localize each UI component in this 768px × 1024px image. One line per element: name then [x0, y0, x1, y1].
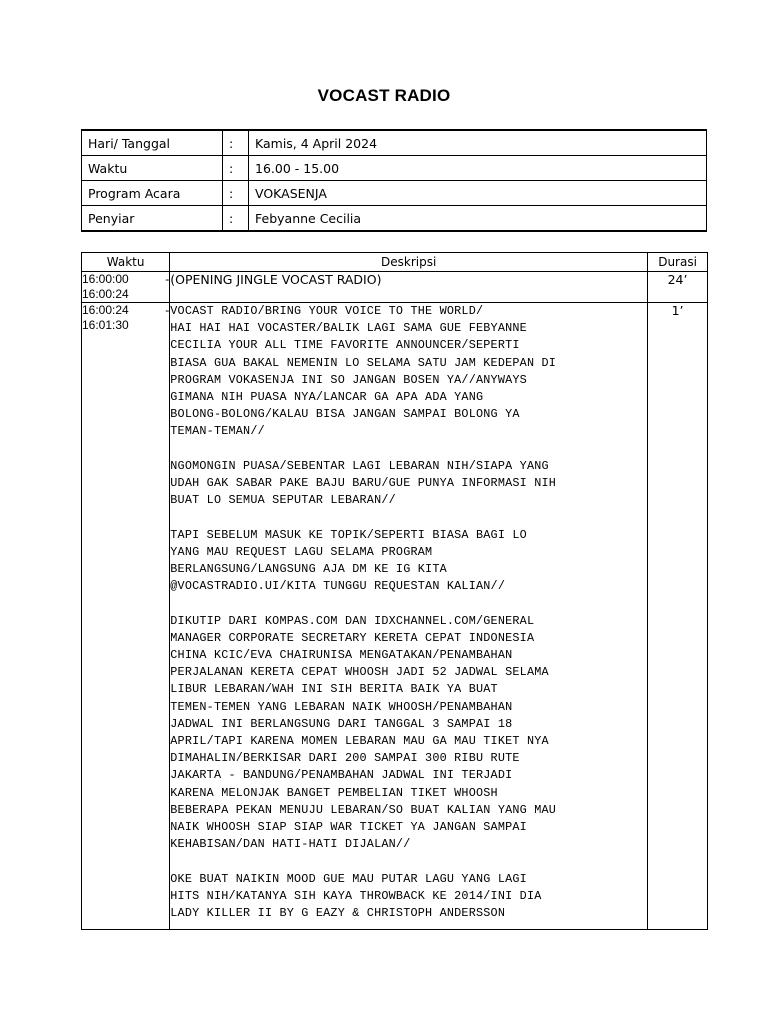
description-cell: (OPENING JINGLE VOCAST RADIO): [170, 272, 648, 303]
time-end: 16:01:30: [82, 318, 129, 332]
info-colon: :: [223, 130, 249, 156]
script-cell: [170, 303, 648, 930]
script-paragraph: NGOMONGIN PUASA/SEBENTAR LAGI LEBARAN NIH/SIAPA YANG UDAH GAK SABAR PAKE BAJU BARU/GUE PUNYA INFORMASI NIH BUAT LO SEMUA SEPUTAR LEBARAN//: [170, 458, 557, 508]
page-title: VOCAST RADIO: [317, 86, 451, 105]
info-label: Penyiar: [82, 206, 223, 232]
info-label: Hari/ Tanggal: [82, 130, 223, 156]
info-row-time: [82, 156, 707, 181]
time-start: 16:00:00: [82, 272, 129, 286]
time-cell: [82, 303, 170, 930]
info-colon: :: [223, 206, 249, 232]
info-table: [81, 129, 707, 232]
info-value-program: VOKASENJA: [249, 181, 707, 206]
info-colon: :: [223, 156, 249, 181]
info-row-program: [82, 181, 707, 206]
time-dash: -: [165, 303, 170, 317]
info-value-date: Kamis, 4 April 2024: [249, 130, 707, 156]
info-row-announcer: [82, 206, 707, 232]
schedule-header-row: [82, 253, 708, 272]
time-cell: [82, 272, 170, 303]
info-row-date: [82, 130, 707, 156]
time-dash: -: [165, 272, 170, 286]
script-paragraph: TAPI SEBELUM MASUK KE TOPIK/SEPERTI BIASA BAGI LO YANG MAU REQUEST LAGU SELAMA PROGRAM BERLANGSUNG/LANGSUNG AJA DM KE IG KITA @VOCASTRADIO.UI/KITA TUNGGU REQUESTAN KALIAN//: [170, 527, 527, 594]
duration-cell: 24’: [648, 272, 708, 303]
script-paragraph: DIKUTIP DARI KOMPAS.COM DAN IDXCHANNEL.COM/GENERAL MANAGER CORPORATE SECRETARY KERETA CEPAT INDONESIA CHINA KCIC/EVA CHAIRUNISA MENGATAKAN/PENAMBAHAN PERJALANAN KERETA CEPAT WHOOSH JADI 52 JADWAL SELAMA LIBUR LEBARAN/WAH INI SIH BERITA BAIK YA BUAT TEMEN-TEMEN YANG LEBARAN NAIK WHOOSH/PENAMBAHAN JADWAL INI BERLANGSUNG DARI TANGGAL 3 SAMPAI 18 APRIL/TAPI KARENA MOMEN LEBARAN MAU GA MAU TIKET NYA DIMAHALIN/BERKISAR DARI 200 SAMPAI 300 RIBU RUTE JAKARTA - BANDUNG/PENAMBAHAN JADWAL INI TERJADI KARENA MELONJAK BANGET PEMBELIAN TIKET WHOOSH BEBERAPA PEKAN MENUJU LEBARAN/SO BUAT KALIAN YANG MAU NAIK WHOOSH SIAP SIAP WAR TICKET YA JANGAN SAMPAI KEHABISAN/DAN HATI-HATI DIJALAN//: [170, 613, 557, 852]
schedule-row-script: [82, 303, 708, 930]
time-end: 16:00:24: [82, 287, 129, 301]
duration-cell: 1’: [648, 303, 708, 930]
script-paragraph: OKE BUAT NAIKIN MOOD GUE MAU PUTAR LAGU YANG LAGI HITS NIH/KATANYA SIH KAYA THROWBACK KE 2014/INI DIA LADY KILLER II BY G EAZY & CHRISTOPH ANDERSSON: [170, 871, 542, 921]
script-paragraph: VOCAST RADIO/BRING YOUR VOICE TO THE WORLD/ HAI HAI HAI VOCASTER/BALIK LAGI SAMA GUE FEBYANNE CECILIA YOUR ALL TIME FAVORITE ANNOUNCER/SEPERTI BIASA GUA BAKAL NEMENIN LO SELAMA SATU JAM KEDEPAN DI PROGRAM VOKASENJA INI SO JANGAN BOSEN YA//ANYWAYS GIMANA NIH PUASA NYA/LANCAR GA APA ADA YANG BOLONG-BOLONG/KALAU BISA JANGAN SAMPAI BOLONG YA TEMAN-TEMAN//: [170, 304, 557, 439]
schedule-table: [81, 252, 708, 930]
schedule-row-opening: [82, 272, 708, 303]
info-label: Program Acara: [82, 181, 223, 206]
info-value-time: 16.00 - 15.00: [249, 156, 707, 181]
header-description: Deskripsi: [170, 253, 648, 272]
info-value-announcer: Febyanne Cecilia: [249, 206, 707, 232]
header-duration: Durasi: [648, 253, 708, 272]
header-time: Waktu: [82, 253, 170, 272]
info-label: Waktu: [82, 156, 223, 181]
info-colon: :: [223, 181, 249, 206]
time-start: 16:00:24: [82, 303, 129, 317]
